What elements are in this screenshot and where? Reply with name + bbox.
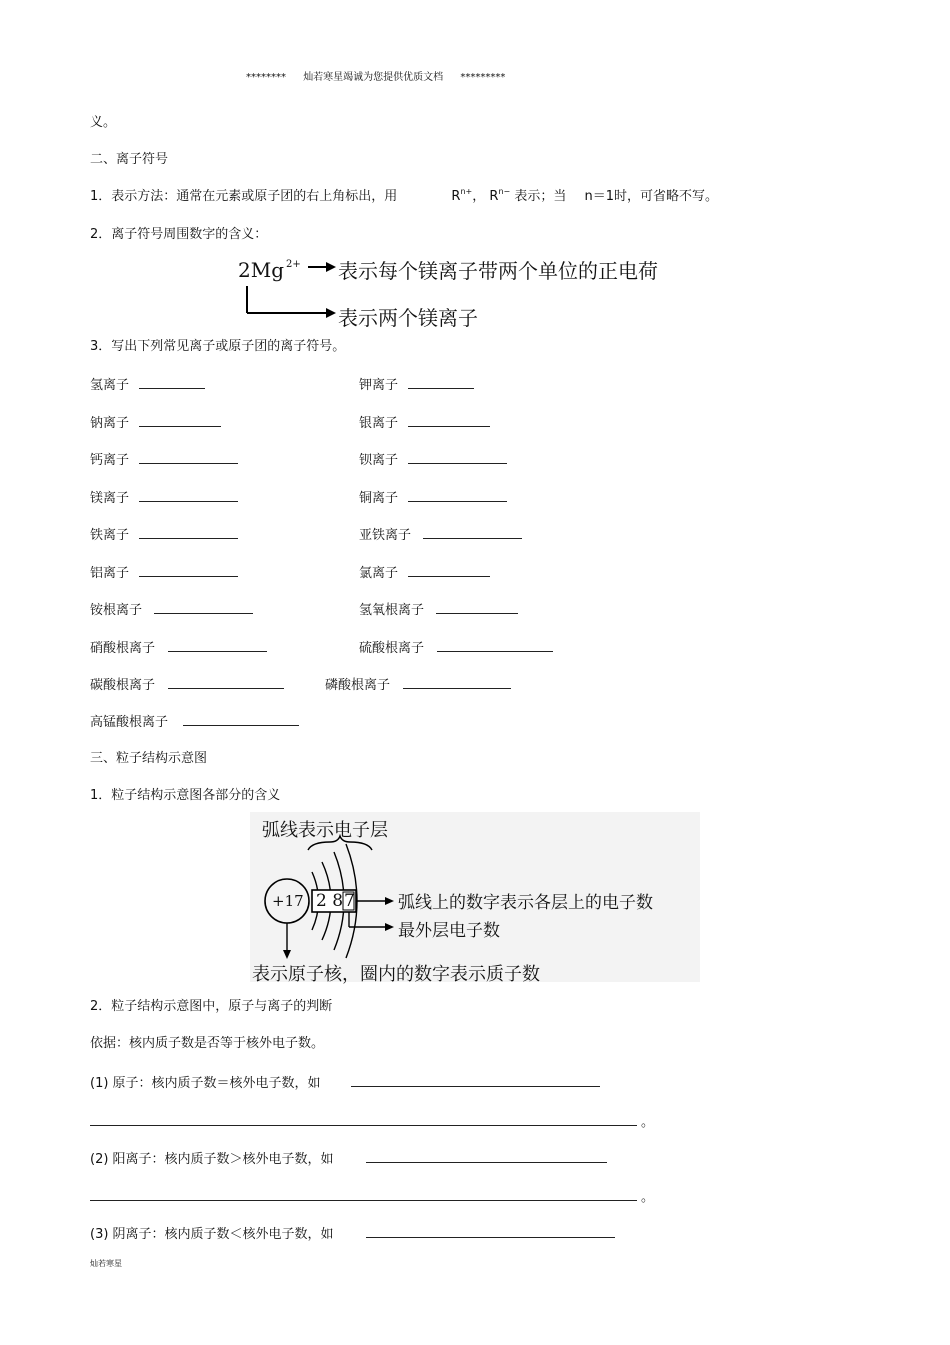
answer-blank[interactable] [408,489,507,502]
ion-item: 铜离子 [359,489,507,507]
cation-line-continued: 。 [90,1188,654,1206]
answer-blank[interactable] [168,639,267,652]
ion-item: 氢离子 [90,376,205,394]
mg-label-charge: 表示每个镁离子带两个单位的正电荷 [338,259,658,283]
ion-item: 磷酸根离子 [325,676,511,694]
label-outer-shell: 最外层电子数 [398,921,500,941]
header-stars-left: ******** [246,72,286,83]
judgement-basis: 依据：核内质子数是否等于核外电子数。 [90,1036,325,1051]
answer-blank[interactable] [139,451,238,464]
item2-text: 2．离子符号周围数字的含义： [90,227,268,242]
section3-item1: 1．粒子结构示意图各部分的含义 [90,788,281,803]
answer-blank[interactable] [403,676,511,689]
ion-item: 钾离子 [359,376,474,394]
section2-heading: 二、离子符号 [90,152,169,167]
intro-tail: 义。 [90,115,117,130]
ion-item: 钡离子 [359,451,507,469]
answer-blank[interactable] [154,601,253,614]
section3-heading: 三、粒子结构示意图 [90,751,208,766]
notation-text2: 表示；当 [514,189,567,204]
page-footer: 灿若寒星 [90,1259,122,1268]
ion-item: 氯离子 [359,564,490,582]
ion-notation-line: 1．表示方法：通常在元素或原子团的右上角标出，用 $R^{n+}$， $R^{n-}$ 表示；当 n＝1时，可省略不写。 [90,187,719,204]
atom-line: (1) 原子：核内质子数＝核外电子数，如 [90,1074,600,1092]
ion-item: 高锰酸根离子 [90,713,299,731]
answer-blank[interactable] [90,1188,637,1201]
answer-blank[interactable] [408,451,507,464]
ion-item: 铵根离子 [90,601,253,619]
answer-blank[interactable] [408,414,490,427]
cation-line: (2) 阳离子：核内质子数＞核外电子数，如 [90,1150,607,1168]
answer-blank[interactable] [139,526,238,539]
arc-label: 弧线表示电子层 [262,820,388,841]
ion-item: 亚铁离子 [359,526,522,544]
mg-label-count: 表示两个镁离子 [338,306,478,330]
label-shell-numbers: 弧线上的数字表示各层上的电子数 [398,893,653,913]
answer-blank[interactable] [351,1074,600,1087]
mg-symbol: 2Mg [238,258,285,282]
header-stars-right: ********* [460,72,506,83]
mg-ion-diagram [238,252,718,330]
shell-electrons: 2 8 [316,891,344,911]
answer-blank[interactable] [423,526,522,539]
ion-item: 镁离子 [90,489,238,507]
answer-blank[interactable] [436,601,518,614]
ion-item: 铝离子 [90,564,238,582]
answer-blank[interactable] [408,564,490,577]
label-nucleus: 表示原子核，圈内的数字表示质子数 [252,964,540,985]
ion-item: 银离子 [359,414,490,432]
answer-blank[interactable] [90,1113,637,1126]
item3-text: 3．写出下列常见离子或原子团的离子符号。 [90,339,346,354]
r-positive: $R^{n+}$ [451,187,473,204]
notation-text: 1．表示方法：通常在元素或原子团的右上角标出，用 [90,189,398,204]
ion-item: 钠离子 [90,414,221,432]
ion-item: 碳酸根离子 [90,676,284,694]
atom-line-continued: 。 [90,1113,654,1131]
ion-item: 铁离子 [90,526,238,544]
answer-blank[interactable] [366,1150,607,1163]
answer-blank[interactable] [139,376,205,389]
r-negative: $R^{n-}$ [489,187,511,204]
page-header [246,70,505,86]
outer-electrons: 7 [344,891,355,911]
notation-n-rule: n＝1时，可省略不写。 [584,189,719,204]
ion-item: 硝酸根离子 [90,639,267,657]
nucleus-charge: +17 [272,892,304,910]
ion-item: 氢氧根离子 [359,601,518,619]
ion-item: 钙离子 [90,451,238,469]
mg-charge: 2+ [286,259,301,270]
header-title: 灿若寒星竭诚为您提供优质文档 [303,72,444,83]
anion-line: (3) 阴离子：核内质子数＜核外电子数，如 [90,1225,615,1243]
answer-blank[interactable] [139,414,221,427]
answer-blank[interactable] [183,713,299,726]
answer-blank[interactable] [168,676,284,689]
ion-item: 硫酸根离子 [359,639,553,657]
particle-structure-diagram [250,812,700,985]
answer-blank[interactable] [366,1225,615,1238]
answer-blank[interactable] [139,489,238,502]
answer-blank[interactable] [437,639,553,652]
answer-blank[interactable] [139,564,238,577]
section3-item2: 2．粒子结构示意图中，原子与离子的判断 [90,999,333,1014]
answer-blank[interactable] [408,376,474,389]
